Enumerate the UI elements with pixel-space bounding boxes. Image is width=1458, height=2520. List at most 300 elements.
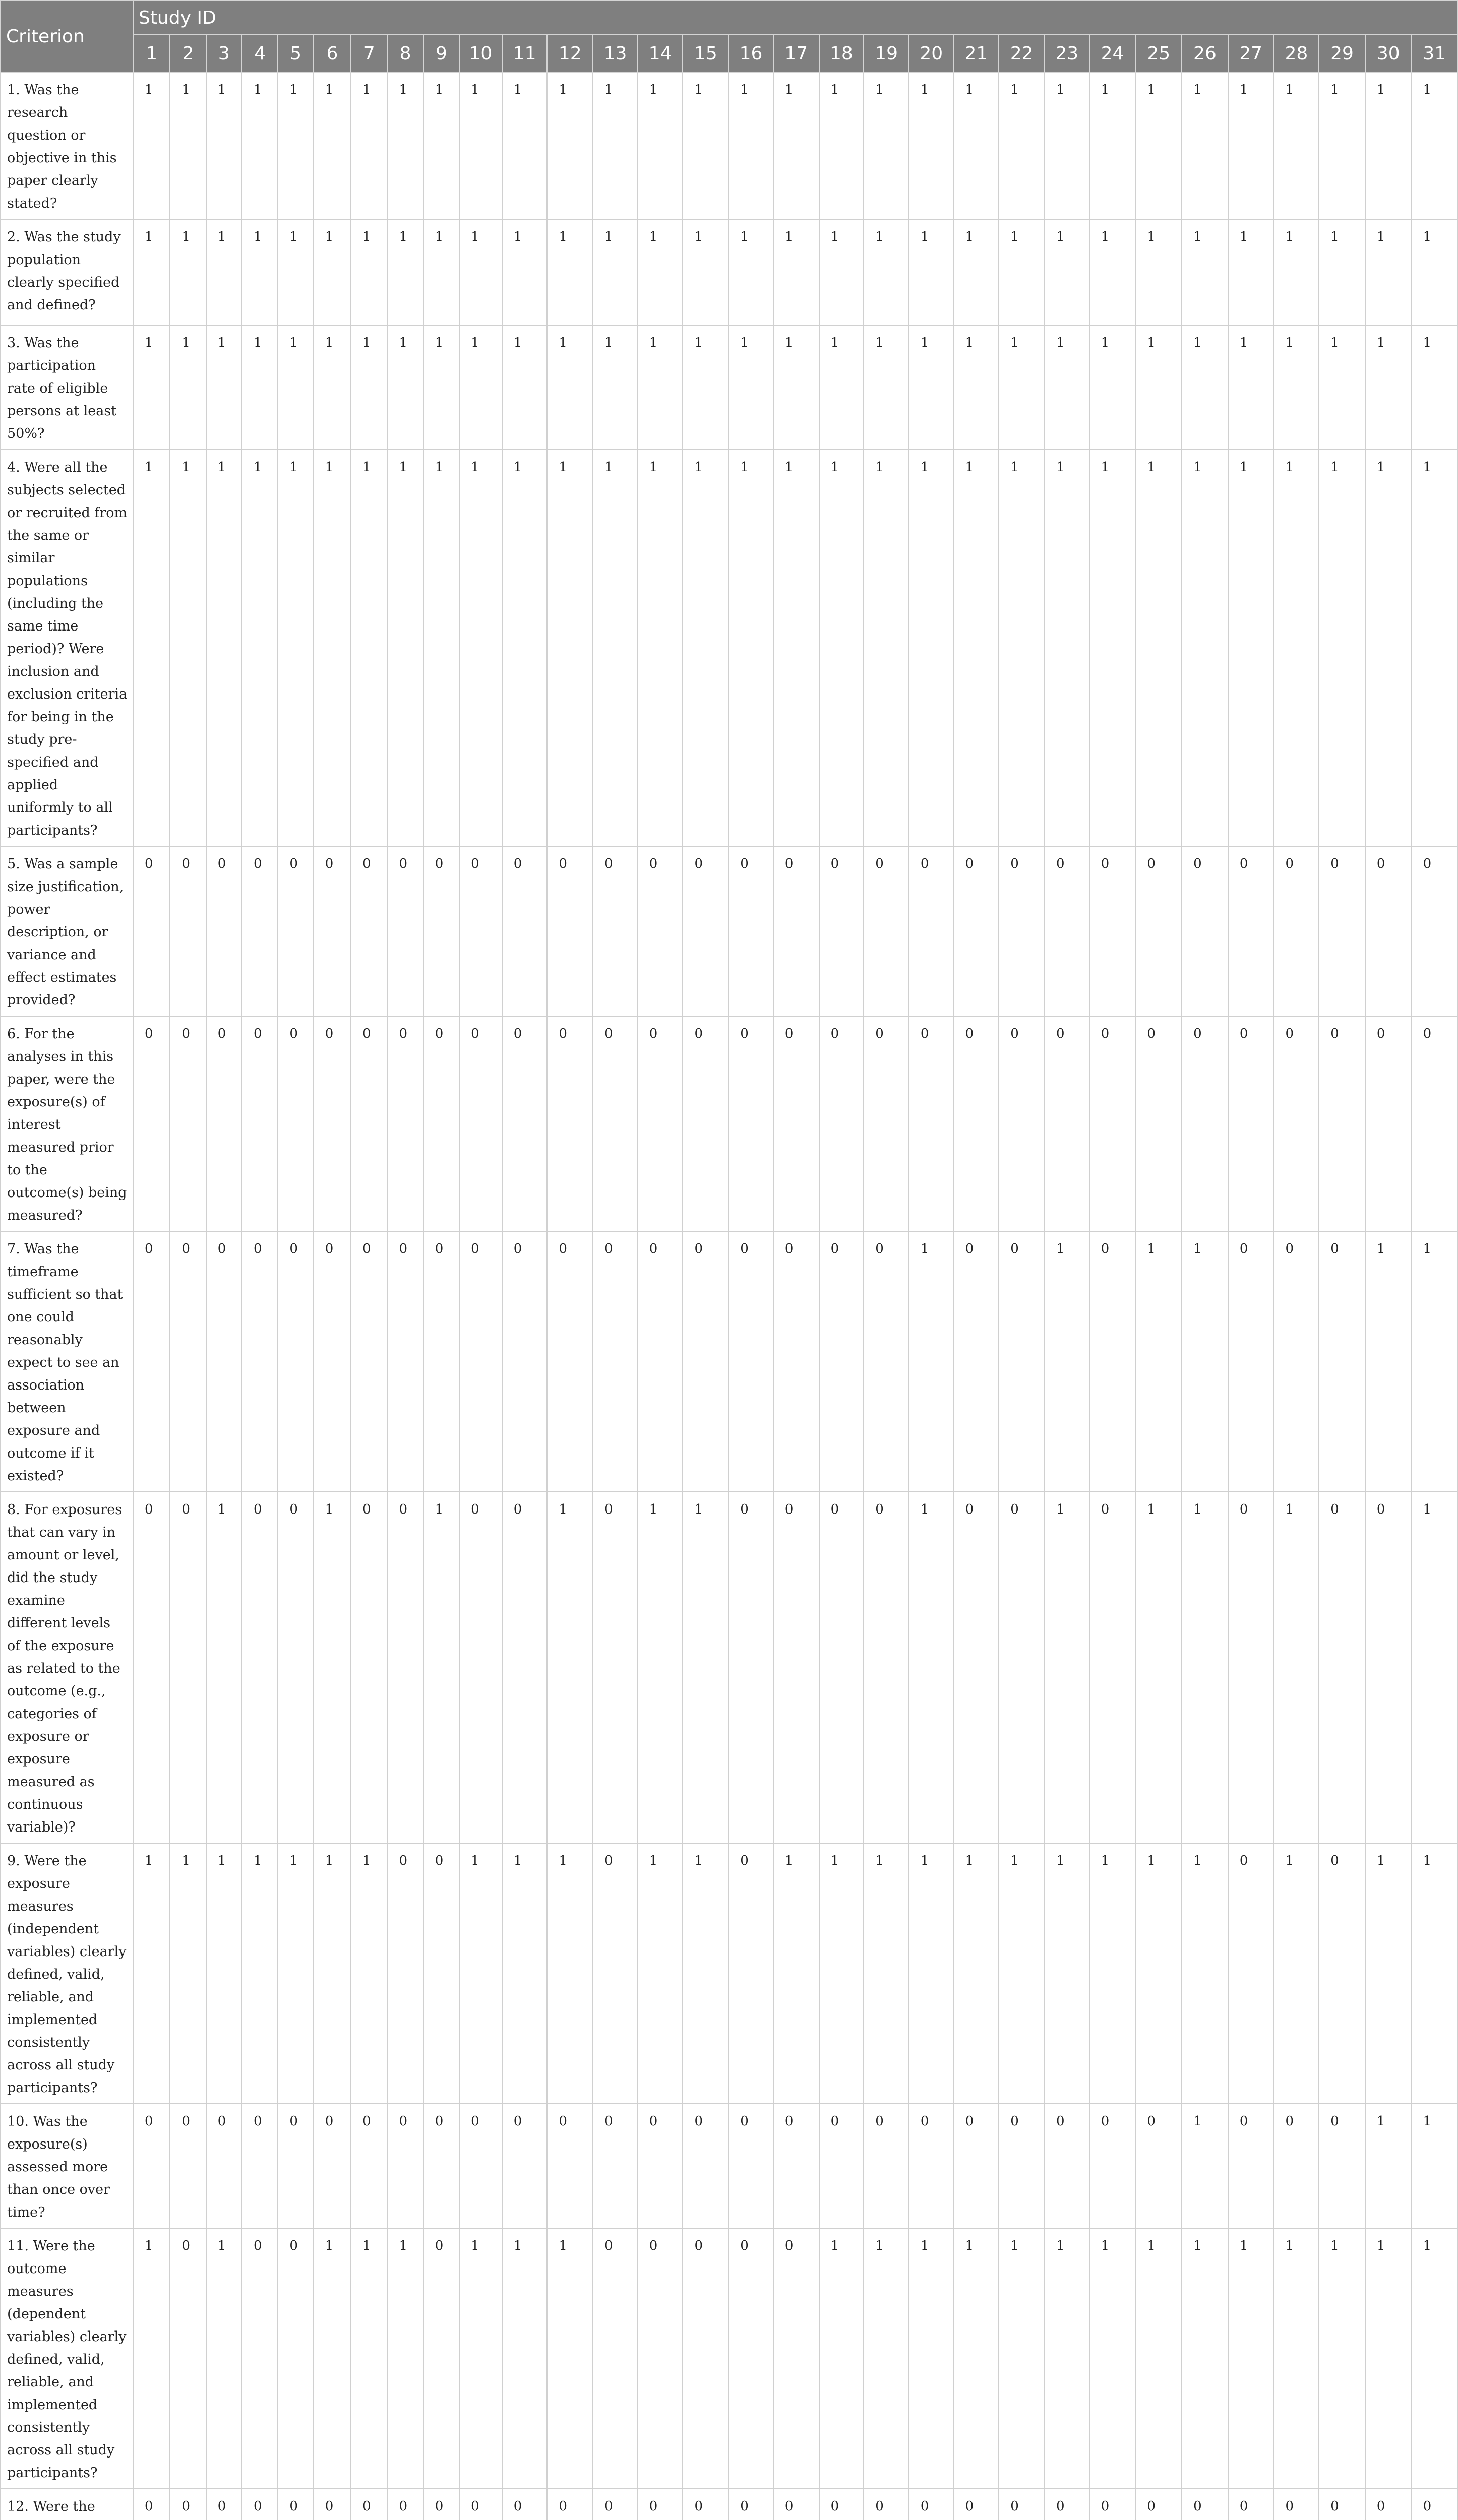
score-cell: 0 (170, 1231, 206, 1492)
score-cell: 1 (351, 1843, 387, 2104)
score-cell: 1 (1319, 325, 1365, 450)
score-cell: 0 (1135, 2104, 1182, 2228)
score-cell: 1 (1365, 2104, 1412, 2228)
score-cell: 1 (773, 219, 819, 325)
score-cell: 1 (170, 325, 206, 450)
score-cell: 1 (459, 325, 502, 450)
score-cell: 1 (278, 450, 313, 846)
score-cell: 0 (1274, 1231, 1319, 1492)
study-id-cell: 10 (459, 35, 502, 72)
score-cell: 1 (1228, 2228, 1274, 2489)
study-id-cell: 25 (1135, 35, 1182, 72)
score-cell: 0 (683, 846, 728, 1016)
score-cell: 1 (999, 72, 1045, 219)
score-cell: 0 (593, 2104, 638, 2228)
criterion-text: 9. Were the exposure measures (independent variables) clearly defined, valid, reliable, and implemented consistently across all study participants? (1, 1843, 133, 2104)
score-cell: 0 (387, 1843, 423, 2104)
study-id-cell: 26 (1182, 35, 1228, 72)
score-cell: 0 (278, 1492, 313, 1843)
score-cell: 1 (423, 219, 459, 325)
score-cell: 0 (133, 1231, 170, 1492)
score-cell: 0 (728, 1016, 773, 1231)
score-cell: 0 (683, 2228, 728, 2489)
study-id-cell: 27 (1228, 35, 1274, 72)
score-cell: 1 (1228, 450, 1274, 846)
score-cell: 1 (1412, 72, 1457, 219)
score-cell: 0 (773, 2228, 819, 2489)
score-cell: 1 (1182, 1492, 1228, 1843)
score-cell: 0 (728, 1843, 773, 2104)
score-cell: 1 (547, 72, 593, 219)
score-cell: 0 (387, 1492, 423, 1843)
score-cell: 1 (459, 2228, 502, 2489)
score-cell: 0 (133, 1492, 170, 1843)
score-cell: 1 (1089, 219, 1136, 325)
score-cell: 1 (638, 1843, 683, 2104)
score-cell: 0 (864, 1231, 909, 1492)
score-cell: 1 (999, 450, 1045, 846)
score-cell: 1 (459, 1843, 502, 2104)
score-cell: 1 (387, 325, 423, 450)
score-cell: 1 (1228, 72, 1274, 219)
score-cell: 1 (1274, 1492, 1319, 1843)
score-cell: 1 (351, 219, 387, 325)
score-cell: 1 (1412, 2228, 1457, 2489)
score-cell: 0 (170, 2489, 206, 2520)
study-id-cell: 30 (1365, 35, 1412, 72)
score-cell: 1 (1045, 325, 1089, 450)
score-cell: 0 (909, 2489, 954, 2520)
score-cell: 1 (1274, 450, 1319, 846)
score-cell: 1 (1228, 219, 1274, 325)
score-cell: 0 (423, 1016, 459, 1231)
score-cell: 1 (1365, 325, 1412, 450)
score-cell: 0 (1089, 1231, 1136, 1492)
score-cell: 0 (314, 2489, 351, 2520)
score-cell: 0 (819, 2489, 864, 2520)
score-cell: 0 (1135, 2489, 1182, 2520)
score-cell: 1 (1412, 1231, 1457, 1492)
score-cell: 0 (954, 1492, 999, 1843)
score-cell: 0 (954, 1016, 999, 1231)
score-cell: 1 (593, 72, 638, 219)
study-id-cell: 29 (1319, 35, 1365, 72)
score-cell: 1 (954, 325, 999, 450)
score-cell: 0 (999, 1016, 1045, 1231)
score-cell: 0 (819, 1016, 864, 1231)
score-cell: 0 (593, 1016, 638, 1231)
score-cell: 0 (206, 1231, 242, 1492)
score-cell: 0 (1045, 846, 1089, 1016)
criterion-row (1, 219, 1457, 325)
score-cell: 0 (206, 2489, 242, 2520)
score-cell: 1 (1135, 2228, 1182, 2489)
criterion-row (1, 1231, 1457, 1492)
score-cell: 0 (593, 1492, 638, 1843)
score-cell: 1 (547, 325, 593, 450)
criterion-row (1, 325, 1457, 450)
score-cell: 1 (954, 450, 999, 846)
score-cell: 0 (1228, 1231, 1274, 1492)
score-cell: 1 (1089, 2228, 1136, 2489)
score-cell: 0 (1045, 2489, 1089, 2520)
score-cell: 0 (1045, 2104, 1089, 2228)
score-cell: 1 (1412, 325, 1457, 450)
score-cell: 0 (1365, 2489, 1412, 2520)
study-id-cell: 14 (638, 35, 683, 72)
score-cell: 1 (909, 2228, 954, 2489)
score-cell: 0 (170, 1016, 206, 1231)
score-cell: 1 (1274, 219, 1319, 325)
score-cell: 1 (999, 325, 1045, 450)
score-cell: 0 (864, 846, 909, 1016)
score-cell: 1 (909, 72, 954, 219)
score-cell: 0 (459, 1231, 502, 1492)
score-cell: 1 (593, 450, 638, 846)
score-cell: 0 (459, 1492, 502, 1843)
score-cell: 0 (1228, 2489, 1274, 2520)
score-cell: 0 (1319, 1492, 1365, 1843)
criterion-text: 3. Was the participation rate of eligible persons at least 50%? (1, 325, 133, 450)
score-cell: 1 (773, 72, 819, 219)
score-cell: 1 (1045, 1843, 1089, 2104)
score-cell: 1 (864, 219, 909, 325)
score-cell: 0 (133, 1016, 170, 1231)
score-cell: 1 (206, 325, 242, 450)
score-cell: 1 (206, 2228, 242, 2489)
criterion-text: 12. Were the (1, 2489, 133, 2520)
score-cell: 1 (423, 450, 459, 846)
criterion-row (1, 846, 1457, 1016)
score-cell: 0 (1089, 1492, 1136, 1843)
score-cell: 1 (502, 450, 548, 846)
score-cell: 1 (909, 219, 954, 325)
score-cell: 0 (459, 846, 502, 1016)
score-cell: 1 (170, 72, 206, 219)
criterion-row (1, 450, 1457, 846)
score-cell: 0 (1365, 846, 1412, 1016)
score-cell: 1 (1045, 1231, 1089, 1492)
score-cell: 1 (459, 450, 502, 846)
score-cell: 0 (170, 846, 206, 1016)
score-cell: 1 (502, 72, 548, 219)
score-cell: 0 (728, 2104, 773, 2228)
criterion-text: 4. Were all the subjects selected or recruited from the same or similar populations (including the same time period)? Were inclusion and exclusion criteria for being in the study pre-specified and applied uniformly to all participants? (1, 450, 133, 846)
score-cell: 0 (351, 1231, 387, 1492)
score-cell: 1 (1274, 2228, 1319, 2489)
score-cell: 0 (638, 2489, 683, 2520)
score-cell: 1 (1182, 2228, 1228, 2489)
score-cell: 0 (728, 846, 773, 1016)
score-cell: 1 (278, 1843, 313, 2104)
score-cell: 1 (1319, 72, 1365, 219)
score-cell: 1 (1412, 1492, 1457, 1843)
score-cell: 1 (547, 1492, 593, 1843)
score-cell: 1 (502, 2228, 548, 2489)
score-cell: 1 (1045, 1492, 1089, 1843)
score-cell: 1 (133, 2228, 170, 2489)
score-cell: 0 (502, 1016, 548, 1231)
score-cell: 1 (638, 1492, 683, 1843)
criterion-row (1, 1843, 1457, 2104)
score-cell: 1 (502, 325, 548, 450)
score-cell: 1 (459, 72, 502, 219)
score-cell: 1 (351, 450, 387, 846)
score-cell: 0 (242, 2489, 278, 2520)
score-cell: 1 (278, 219, 313, 325)
score-cell: 1 (314, 450, 351, 846)
score-cell: 1 (1045, 219, 1089, 325)
score-cell: 0 (423, 1231, 459, 1492)
study-id-cell: 11 (502, 35, 548, 72)
score-cell: 0 (864, 2489, 909, 2520)
score-cell: 1 (819, 450, 864, 846)
score-cell: 0 (638, 2104, 683, 2228)
score-cell: 0 (1089, 2489, 1136, 2520)
study-id-cell: 28 (1274, 35, 1319, 72)
study-id-cell: 18 (819, 35, 864, 72)
score-cell: 0 (387, 1016, 423, 1231)
score-cell: 0 (502, 1231, 548, 1492)
score-cell: 1 (728, 72, 773, 219)
score-cell: 1 (864, 2228, 909, 2489)
score-cell: 1 (728, 219, 773, 325)
score-cell: 0 (1319, 1843, 1365, 2104)
score-cell: 0 (683, 1016, 728, 1231)
criterion-row (1, 72, 1457, 219)
criterion-text: 2. Was the study population clearly specified and defined? (1, 219, 133, 325)
score-cell: 1 (1182, 72, 1228, 219)
score-cell: 1 (1089, 72, 1136, 219)
score-cell: 0 (278, 1016, 313, 1231)
score-cell: 0 (170, 2104, 206, 2228)
score-cell: 1 (242, 72, 278, 219)
score-cell: 0 (1412, 2489, 1457, 2520)
score-cell: 0 (819, 1492, 864, 1843)
score-cell: 1 (133, 450, 170, 846)
score-cell: 1 (242, 219, 278, 325)
score-cell: 0 (638, 1231, 683, 1492)
score-cell: 1 (638, 450, 683, 846)
score-cell: 1 (206, 1843, 242, 2104)
score-cell: 1 (638, 72, 683, 219)
study-id-cell: 23 (1045, 35, 1089, 72)
score-cell: 0 (351, 2104, 387, 2228)
score-cell: 0 (133, 2489, 170, 2520)
score-cell: 1 (133, 325, 170, 450)
score-cell: 0 (1228, 1843, 1274, 2104)
score-cell: 0 (954, 2104, 999, 2228)
score-cell: 1 (593, 219, 638, 325)
score-cell: 0 (1412, 1016, 1457, 1231)
score-cell: 1 (1274, 325, 1319, 450)
header-row-top (1, 1, 1457, 35)
score-cell: 1 (954, 1843, 999, 2104)
score-cell: 0 (547, 1231, 593, 1492)
score-cell: 1 (242, 1843, 278, 2104)
score-cell: 0 (314, 1016, 351, 1231)
score-cell: 1 (683, 325, 728, 450)
score-cell: 0 (638, 1016, 683, 1231)
score-cell: 0 (206, 2104, 242, 2228)
study-id-cell: 12 (547, 35, 593, 72)
score-cell: 1 (1182, 219, 1228, 325)
score-cell: 0 (638, 846, 683, 1016)
score-cell: 0 (387, 2104, 423, 2228)
score-cell: 1 (593, 325, 638, 450)
score-cell: 0 (909, 846, 954, 1016)
study-id-cell: 2 (170, 35, 206, 72)
score-cell: 0 (819, 1231, 864, 1492)
score-cell: 0 (170, 1492, 206, 1843)
score-cell: 0 (864, 1492, 909, 1843)
score-cell: 1 (1182, 1231, 1228, 1492)
score-cell: 1 (819, 1843, 864, 2104)
score-cell: 1 (773, 450, 819, 846)
score-cell: 0 (819, 846, 864, 1016)
score-cell: 1 (314, 2228, 351, 2489)
score-cell: 1 (909, 1492, 954, 1843)
score-cell: 1 (1365, 2228, 1412, 2489)
score-cell: 0 (638, 2228, 683, 2489)
study-id-cell: 24 (1089, 35, 1136, 72)
score-cell: 0 (423, 2228, 459, 2489)
score-cell: 0 (954, 846, 999, 1016)
score-cell: 1 (1412, 219, 1457, 325)
score-cell: 0 (242, 1016, 278, 1231)
study-id-header: Study ID (133, 1, 1457, 35)
score-cell: 0 (242, 2104, 278, 2228)
study-id-cell: 13 (593, 35, 638, 72)
score-cell: 1 (547, 450, 593, 846)
score-cell: 1 (170, 450, 206, 846)
study-id-cell: 5 (278, 35, 313, 72)
score-cell: 0 (1228, 1016, 1274, 1231)
score-cell: 0 (1182, 846, 1228, 1016)
score-cell: 1 (314, 325, 351, 450)
score-cell: 0 (954, 1231, 999, 1492)
score-cell: 1 (1182, 325, 1228, 450)
score-cell: 0 (999, 2104, 1045, 2228)
score-cell: 0 (728, 2228, 773, 2489)
score-cell: 1 (547, 1843, 593, 2104)
score-cell: 0 (502, 1492, 548, 1843)
score-cell: 1 (1412, 450, 1457, 846)
score-cell: 0 (999, 1492, 1045, 1843)
criterion-text: 10. Was the exposure(s) assessed more than once over time? (1, 2104, 133, 2228)
score-cell: 0 (1319, 1231, 1365, 1492)
score-cell: 1 (1365, 72, 1412, 219)
score-cell: 0 (502, 2104, 548, 2228)
score-cell: 0 (1274, 1016, 1319, 1231)
score-cell: 0 (133, 2104, 170, 2228)
score-cell: 0 (423, 2489, 459, 2520)
score-cell: 1 (1182, 2104, 1228, 2228)
score-cell: 0 (1319, 1016, 1365, 1231)
score-cell: 0 (423, 2104, 459, 2228)
score-cell: 0 (351, 2489, 387, 2520)
score-cell: 1 (999, 2228, 1045, 2489)
score-cell: 1 (1319, 219, 1365, 325)
study-id-cell: 21 (954, 35, 999, 72)
criterion-text: 6. For the analyses in this paper, were the exposure(s) of interest measured prior to the outcome(s) being measured? (1, 1016, 133, 1231)
score-cell: 0 (1319, 2104, 1365, 2228)
score-cell: 0 (728, 1492, 773, 1843)
score-cell: 0 (1089, 2104, 1136, 2228)
study-id-cell: 9 (423, 35, 459, 72)
score-cell: 1 (1089, 325, 1136, 450)
score-cell: 1 (547, 219, 593, 325)
score-cell: 1 (1089, 1843, 1136, 2104)
score-cell: 0 (999, 1231, 1045, 1492)
score-cell: 1 (1412, 1843, 1457, 2104)
score-cell: 0 (1089, 846, 1136, 1016)
study-id-cell: 4 (242, 35, 278, 72)
score-cell: 0 (1182, 1016, 1228, 1231)
score-cell: 1 (1412, 2104, 1457, 2228)
score-cell: 0 (1319, 846, 1365, 1016)
criterion-row (1, 1492, 1457, 1843)
score-cell: 1 (1274, 72, 1319, 219)
score-cell: 0 (1274, 2489, 1319, 2520)
score-cell: 1 (1319, 2228, 1365, 2489)
score-cell: 0 (314, 1231, 351, 1492)
table-body (1, 72, 1457, 2520)
score-cell: 0 (728, 1231, 773, 1492)
score-cell: 0 (593, 2228, 638, 2489)
criterion-row (1, 2489, 1457, 2520)
score-cell: 1 (909, 1231, 954, 1492)
score-cell: 1 (1045, 2228, 1089, 2489)
score-cell: 1 (999, 1843, 1045, 2104)
score-cell: 0 (547, 1016, 593, 1231)
score-cell: 1 (133, 1843, 170, 2104)
criterion-text: 7. Was the timeframe sufficient so that one could reasonably expect to see an association between exposure and outcome if it existed? (1, 1231, 133, 1492)
score-cell: 0 (423, 846, 459, 1016)
score-cell: 0 (728, 2489, 773, 2520)
study-id-cell: 22 (999, 35, 1045, 72)
score-cell: 0 (1045, 1016, 1089, 1231)
score-cell: 0 (864, 1016, 909, 1231)
study-id-cell: 3 (206, 35, 242, 72)
score-cell: 1 (1274, 1843, 1319, 2104)
score-cell: 1 (1365, 450, 1412, 846)
score-cell: 0 (206, 846, 242, 1016)
score-cell: 1 (351, 325, 387, 450)
score-cell: 1 (1319, 450, 1365, 846)
criterion-text: 5. Was a sample size justification, power description, or variance and effect estimates provided? (1, 846, 133, 1016)
score-cell: 1 (1135, 219, 1182, 325)
score-cell: 0 (459, 2104, 502, 2228)
score-cell: 1 (1045, 72, 1089, 219)
score-cell: 0 (170, 2228, 206, 2489)
score-cell: 1 (728, 450, 773, 846)
score-cell: 0 (278, 2104, 313, 2228)
criterion-header: Criterion (1, 1, 133, 72)
score-cell: 0 (773, 2104, 819, 2228)
score-cell: 1 (133, 219, 170, 325)
score-cell: 0 (1228, 1492, 1274, 1843)
score-cell: 1 (423, 325, 459, 450)
score-cell: 1 (1135, 1492, 1182, 1843)
score-cell: 1 (1365, 1843, 1412, 2104)
criterion-row (1, 1016, 1457, 1231)
score-cell: 1 (773, 1843, 819, 2104)
score-cell: 0 (547, 2489, 593, 2520)
study-id-cell: 16 (728, 35, 773, 72)
score-cell: 1 (864, 450, 909, 846)
score-cell: 1 (278, 72, 313, 219)
